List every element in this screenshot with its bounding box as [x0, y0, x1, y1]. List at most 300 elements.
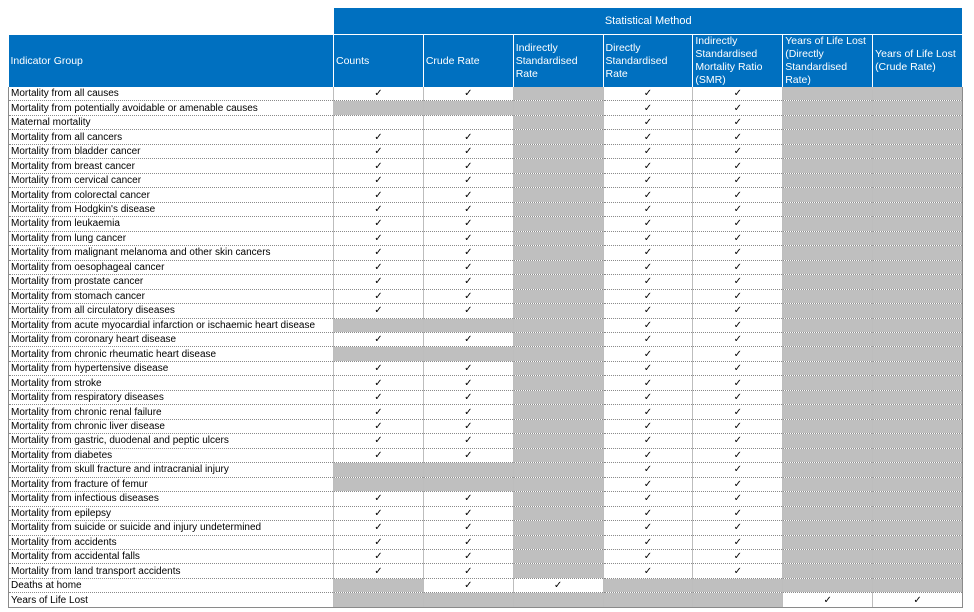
check-icon-directly-standardised-rate: ✓ [603, 260, 693, 274]
check-icon-counts: ✓ [334, 521, 424, 535]
check-icon-counts: ✓ [334, 448, 424, 462]
check-icon-crude-rate: ✓ [423, 405, 513, 419]
check-icon-counts: ✓ [334, 361, 424, 375]
indicator-name: Mortality from breast cancer [9, 159, 334, 173]
check-icon-smr: ✓ [693, 115, 783, 129]
not-applicable-cell-yll-crude [873, 289, 963, 303]
not-applicable-cell-counts [334, 593, 424, 607]
not-applicable-cell-indirectly-standardised-rate [513, 130, 603, 144]
check-icon-crude-rate: ✓ [423, 217, 513, 231]
indicator-name: Mortality from Hodgkin's disease [9, 202, 334, 216]
check-icon-smr: ✓ [693, 188, 783, 202]
table-row [9, 246, 963, 260]
not-applicable-cell-directly-standardised-rate [603, 578, 693, 592]
check-icon-counts: ✓ [334, 376, 424, 390]
not-applicable-cell-yll-crude [873, 390, 963, 404]
not-applicable-cell-yll-dsr [783, 275, 873, 289]
not-applicable-cell-yll-dsr [783, 260, 873, 274]
check-icon-counts: ✓ [334, 159, 424, 173]
not-applicable-cell-crude-rate [423, 477, 513, 491]
not-applicable-cell-yll-dsr [783, 390, 873, 404]
table-row [9, 405, 963, 419]
table-row [9, 87, 963, 101]
check-icon-smr: ✓ [693, 361, 783, 375]
not-applicable-cell-yll-crude [873, 217, 963, 231]
check-icon-directly-standardised-rate: ✓ [603, 390, 693, 404]
indicator-name: Mortality from gastric, duodenal and peptic ulcers [9, 434, 334, 448]
not-applicable-cell-indirectly-standardised-rate [513, 144, 603, 158]
not-applicable-cell-yll-dsr [783, 115, 873, 129]
empty-cell-crude-rate [423, 115, 513, 129]
not-applicable-cell-yll-dsr [783, 87, 873, 101]
not-applicable-cell-yll-dsr [783, 550, 873, 564]
not-applicable-cell-indirectly-standardised-rate [513, 260, 603, 274]
check-icon-crude-rate: ✓ [423, 304, 513, 318]
not-applicable-cell-yll-dsr [783, 332, 873, 346]
not-applicable-cell-yll-crude [873, 318, 963, 332]
not-applicable-cell-yll-dsr [783, 492, 873, 506]
check-icon-crude-rate: ✓ [423, 188, 513, 202]
check-icon-smr: ✓ [693, 217, 783, 231]
not-applicable-cell-yll-crude [873, 564, 963, 578]
not-applicable-cell-indirectly-standardised-rate [513, 434, 603, 448]
indicator-name: Deaths at home [9, 578, 334, 592]
check-icon-counts: ✓ [334, 390, 424, 404]
indicator-name: Mortality from coronary heart disease [9, 332, 334, 346]
not-applicable-cell-indirectly-standardised-rate [513, 231, 603, 245]
check-icon-smr: ✓ [693, 405, 783, 419]
not-applicable-cell-indirectly-standardised-rate [513, 564, 603, 578]
check-icon-directly-standardised-rate: ✓ [603, 87, 693, 101]
not-applicable-cell-yll-crude [873, 260, 963, 274]
check-icon-directly-standardised-rate: ✓ [603, 188, 693, 202]
check-icon-directly-standardised-rate: ✓ [603, 246, 693, 260]
header-columns-row [9, 35, 963, 88]
indicator-name: Mortality from leukaemia [9, 217, 334, 231]
indicator-name: Mortality from chronic renal failure [9, 405, 334, 419]
indicator-name: Mortality from all cancers [9, 130, 334, 144]
table-row [9, 304, 963, 318]
check-icon-counts: ✓ [334, 173, 424, 187]
indicator-name: Mortality from prostate cancer [9, 275, 334, 289]
table-row [9, 376, 963, 390]
not-applicable-cell-yll-dsr [783, 318, 873, 332]
table-row [9, 347, 963, 361]
check-icon-smr: ✓ [693, 492, 783, 506]
table-row [9, 130, 963, 144]
check-icon-directly-standardised-rate: ✓ [603, 361, 693, 375]
indicator-name: Mortality from bladder cancer [9, 144, 334, 158]
indicator-name: Mortality from stroke [9, 376, 334, 390]
table-row [9, 434, 963, 448]
not-applicable-cell-yll-dsr [783, 521, 873, 535]
table-row [9, 535, 963, 549]
indicator-name: Mortality from chronic rheumatic heart disease [9, 347, 334, 361]
indicator-name: Mortality from all circulatory diseases [9, 304, 334, 318]
check-icon-counts: ✓ [334, 492, 424, 506]
check-icon-directly-standardised-rate: ✓ [603, 332, 693, 346]
not-applicable-cell-crude-rate [423, 593, 513, 607]
check-icon-directly-standardised-rate: ✓ [603, 275, 693, 289]
not-applicable-cell-yll-crude [873, 332, 963, 346]
check-icon-crude-rate: ✓ [423, 332, 513, 346]
check-icon-counts: ✓ [334, 260, 424, 274]
check-icon-crude-rate: ✓ [423, 289, 513, 303]
check-icon-directly-standardised-rate: ✓ [603, 492, 693, 506]
not-applicable-cell-yll-dsr [783, 506, 873, 520]
indicator-name: Mortality from all causes [9, 87, 334, 101]
not-applicable-cell-indirectly-standardised-rate [513, 188, 603, 202]
not-applicable-cell-indirectly-standardised-rate [513, 217, 603, 231]
check-icon-directly-standardised-rate: ✓ [603, 173, 693, 187]
check-icon-crude-rate: ✓ [423, 275, 513, 289]
check-icon-directly-standardised-rate: ✓ [603, 535, 693, 549]
indicator-name: Mortality from hypertensive disease [9, 361, 334, 375]
indicator-name: Mortality from infectious diseases [9, 492, 334, 506]
check-icon-crude-rate: ✓ [423, 390, 513, 404]
not-applicable-cell-yll-crude [873, 202, 963, 216]
check-icon-smr: ✓ [693, 332, 783, 346]
not-applicable-cell-yll-crude [873, 376, 963, 390]
check-icon-counts: ✓ [334, 550, 424, 564]
indicator-name: Years of Life Lost [9, 593, 334, 607]
statistical-method-header: Statistical Method [334, 8, 963, 35]
indicator-name: Mortality from malignant melanoma and other skin cancers [9, 246, 334, 260]
not-applicable-cell-yll-dsr [783, 202, 873, 216]
check-icon-counts: ✓ [334, 275, 424, 289]
check-icon-counts: ✓ [334, 144, 424, 158]
not-applicable-cell-yll-crude [873, 347, 963, 361]
not-applicable-cell-indirectly-standardised-rate [513, 173, 603, 187]
check-icon-smr: ✓ [693, 246, 783, 260]
indicator-name: Maternal mortality [9, 115, 334, 129]
not-applicable-cell-yll-crude [873, 361, 963, 375]
not-applicable-cell-indirectly-standardised-rate [513, 361, 603, 375]
check-icon-smr: ✓ [693, 275, 783, 289]
not-applicable-cell-yll-dsr [783, 188, 873, 202]
check-icon-smr: ✓ [693, 87, 783, 101]
table-row [9, 521, 963, 535]
not-applicable-cell-indirectly-standardised-rate [513, 289, 603, 303]
check-icon-smr: ✓ [693, 564, 783, 578]
check-icon-crude-rate: ✓ [423, 564, 513, 578]
check-icon-directly-standardised-rate: ✓ [603, 477, 693, 491]
check-icon-smr: ✓ [693, 202, 783, 216]
not-applicable-cell-indirectly-standardised-rate [513, 101, 603, 115]
not-applicable-cell-directly-standardised-rate [603, 593, 693, 607]
check-icon-directly-standardised-rate: ✓ [603, 304, 693, 318]
check-icon-smr: ✓ [693, 304, 783, 318]
check-icon-counts: ✓ [334, 419, 424, 433]
check-icon-crude-rate: ✓ [423, 260, 513, 274]
check-icon-smr: ✓ [693, 347, 783, 361]
check-icon-directly-standardised-rate: ✓ [603, 144, 693, 158]
indicator-name: Mortality from potentially avoidable or amenable causes [9, 101, 334, 115]
indicator-name: Mortality from cervical cancer [9, 173, 334, 187]
table-row [9, 159, 963, 173]
check-icon-crude-rate: ✓ [423, 231, 513, 245]
column-header-crude-rate: Crude Rate [423, 35, 513, 88]
not-applicable-cell-yll-crude [873, 506, 963, 520]
header-group-row [9, 8, 963, 35]
check-icon-crude-rate: ✓ [423, 434, 513, 448]
not-applicable-cell-yll-dsr [783, 405, 873, 419]
indicator-name: Mortality from suicide or suicide and injury undetermined [9, 521, 334, 535]
not-applicable-cell-counts [334, 463, 424, 477]
check-icon-directly-standardised-rate: ✓ [603, 463, 693, 477]
check-icon-directly-standardised-rate: ✓ [603, 130, 693, 144]
not-applicable-cell-indirectly-standardised-rate [513, 506, 603, 520]
indicator-name: Mortality from diabetes [9, 448, 334, 462]
not-applicable-cell-yll-dsr [783, 419, 873, 433]
check-icon-smr: ✓ [693, 159, 783, 173]
not-applicable-cell-yll-crude [873, 419, 963, 433]
check-icon-smr: ✓ [693, 550, 783, 564]
not-applicable-cell-counts [334, 347, 424, 361]
check-icon-crude-rate: ✓ [423, 87, 513, 101]
table-row [9, 217, 963, 231]
not-applicable-cell-yll-dsr [783, 463, 873, 477]
indicator-name: Mortality from lung cancer [9, 231, 334, 245]
check-icon-smr: ✓ [693, 434, 783, 448]
check-icon-smr: ✓ [693, 101, 783, 115]
not-applicable-cell-yll-dsr [783, 564, 873, 578]
not-applicable-cell-yll-crude [873, 188, 963, 202]
check-icon-directly-standardised-rate: ✓ [603, 376, 693, 390]
check-icon-crude-rate: ✓ [423, 578, 513, 592]
check-icon-smr: ✓ [693, 521, 783, 535]
check-icon-crude-rate: ✓ [423, 535, 513, 549]
check-icon-counts: ✓ [334, 332, 424, 346]
not-applicable-cell-indirectly-standardised-rate [513, 275, 603, 289]
not-applicable-cell-indirectly-standardised-rate [513, 492, 603, 506]
table-row [9, 231, 963, 245]
check-icon-directly-standardised-rate: ✓ [603, 506, 693, 520]
not-applicable-cell-indirectly-standardised-rate [513, 246, 603, 260]
check-icon-directly-standardised-rate: ✓ [603, 550, 693, 564]
not-applicable-cell-counts [334, 477, 424, 491]
table-row [9, 101, 963, 115]
not-applicable-cell-yll-dsr [783, 347, 873, 361]
check-icon-smr: ✓ [693, 390, 783, 404]
not-applicable-cell-yll-dsr [783, 217, 873, 231]
not-applicable-cell-indirectly-standardised-rate [513, 419, 603, 433]
table-row [9, 477, 963, 491]
indicator-name: Mortality from respiratory diseases [9, 390, 334, 404]
table-row [9, 448, 963, 462]
check-icon-counts: ✓ [334, 87, 424, 101]
check-icon-smr: ✓ [693, 376, 783, 390]
not-applicable-cell-indirectly-standardised-rate [513, 550, 603, 564]
not-applicable-cell-yll-crude [873, 434, 963, 448]
not-applicable-cell-indirectly-standardised-rate [513, 405, 603, 419]
not-applicable-cell-smr [693, 593, 783, 607]
check-icon-counts: ✓ [334, 535, 424, 549]
check-icon-directly-standardised-rate: ✓ [603, 521, 693, 535]
not-applicable-cell-yll-crude [873, 304, 963, 318]
indicator-name: Mortality from fracture of femur [9, 477, 334, 491]
not-applicable-cell-indirectly-standardised-rate [513, 477, 603, 491]
indicator-name: Mortality from acute myocardial infarction or ischaemic heart disease [9, 318, 334, 332]
empty-cell-counts [334, 115, 424, 129]
check-icon-directly-standardised-rate: ✓ [603, 419, 693, 433]
check-icon-directly-standardised-rate: ✓ [603, 564, 693, 578]
check-icon-crude-rate: ✓ [423, 506, 513, 520]
not-applicable-cell-yll-dsr [783, 477, 873, 491]
not-applicable-cell-indirectly-standardised-rate [513, 115, 603, 129]
not-applicable-cell-yll-crude [873, 159, 963, 173]
table-row [9, 289, 963, 303]
check-icon-smr: ✓ [693, 463, 783, 477]
not-applicable-cell-yll-dsr [783, 376, 873, 390]
not-applicable-cell-yll-dsr [783, 304, 873, 318]
check-icon-smr: ✓ [693, 173, 783, 187]
check-icon-crude-rate: ✓ [423, 130, 513, 144]
not-applicable-cell-crude-rate [423, 318, 513, 332]
column-header-indirectly-standardised-rate: Indirectly Standardised Rate [513, 35, 603, 88]
check-icon-directly-standardised-rate: ✓ [603, 202, 693, 216]
check-icon-counts: ✓ [334, 434, 424, 448]
method-table-container [8, 8, 963, 608]
check-icon-crude-rate: ✓ [423, 159, 513, 173]
indicator-name: Mortality from colorectal cancer [9, 188, 334, 202]
indicator-name: Mortality from accidents [9, 535, 334, 549]
not-applicable-cell-indirectly-standardised-rate [513, 347, 603, 361]
not-applicable-cell-indirectly-standardised-rate [513, 535, 603, 549]
indicator-name: Mortality from accidental falls [9, 550, 334, 564]
check-icon-crude-rate: ✓ [423, 448, 513, 462]
not-applicable-cell-smr [693, 578, 783, 592]
not-applicable-cell-yll-dsr [783, 173, 873, 187]
not-applicable-cell-indirectly-standardised-rate [513, 593, 603, 607]
table-row [9, 144, 963, 158]
not-applicable-cell-indirectly-standardised-rate [513, 202, 603, 216]
check-icon-crude-rate: ✓ [423, 376, 513, 390]
check-icon-yll-crude: ✓ [873, 593, 963, 607]
statistical-method-table [8, 8, 963, 608]
check-icon-counts: ✓ [334, 130, 424, 144]
not-applicable-cell-yll-crude [873, 115, 963, 129]
not-applicable-cell-yll-crude [873, 101, 963, 115]
not-applicable-cell-yll-dsr [783, 231, 873, 245]
not-applicable-cell-indirectly-standardised-rate [513, 521, 603, 535]
not-applicable-cell-counts [334, 101, 424, 115]
check-icon-counts: ✓ [334, 231, 424, 245]
indicator-rows [9, 87, 963, 607]
table-row [9, 419, 963, 433]
not-applicable-cell-yll-dsr [783, 101, 873, 115]
check-icon-smr: ✓ [693, 318, 783, 332]
not-applicable-cell-yll-dsr [783, 144, 873, 158]
not-applicable-cell-indirectly-standardised-rate [513, 87, 603, 101]
not-applicable-cell-yll-crude [873, 246, 963, 260]
table-row [9, 463, 963, 477]
check-icon-smr: ✓ [693, 506, 783, 520]
indicator-name: Mortality from oesophageal cancer [9, 260, 334, 274]
not-applicable-cell-indirectly-standardised-rate [513, 463, 603, 477]
not-applicable-cell-counts [334, 318, 424, 332]
not-applicable-cell-yll-crude [873, 477, 963, 491]
table-row [9, 564, 963, 578]
not-applicable-cell-yll-dsr [783, 535, 873, 549]
indicator-name: Mortality from epilepsy [9, 506, 334, 520]
check-icon-smr: ✓ [693, 535, 783, 549]
not-applicable-cell-counts [334, 578, 424, 592]
check-icon-directly-standardised-rate: ✓ [603, 101, 693, 115]
check-icon-directly-standardised-rate: ✓ [603, 217, 693, 231]
table-row [9, 578, 963, 592]
not-applicable-cell-indirectly-standardised-rate [513, 304, 603, 318]
check-icon-counts: ✓ [334, 246, 424, 260]
column-header-smr: Indirectly Standardised Mortality Ratio (SMR) [693, 35, 783, 88]
not-applicable-cell-yll-crude [873, 405, 963, 419]
check-icon-directly-standardised-rate: ✓ [603, 434, 693, 448]
check-icon-counts: ✓ [334, 202, 424, 216]
table-row [9, 506, 963, 520]
check-icon-counts: ✓ [334, 217, 424, 231]
not-applicable-cell-crude-rate [423, 463, 513, 477]
indicator-name: Mortality from skull fracture and intracranial injury [9, 463, 334, 477]
check-icon-counts: ✓ [334, 289, 424, 303]
not-applicable-cell-yll-dsr [783, 448, 873, 462]
not-applicable-cell-yll-crude [873, 275, 963, 289]
not-applicable-cell-yll-dsr [783, 289, 873, 303]
not-applicable-cell-indirectly-standardised-rate [513, 448, 603, 462]
check-icon-directly-standardised-rate: ✓ [603, 231, 693, 245]
check-icon-directly-standardised-rate: ✓ [603, 289, 693, 303]
not-applicable-cell-yll-dsr [783, 246, 873, 260]
not-applicable-cell-yll-crude [873, 578, 963, 592]
check-icon-crude-rate: ✓ [423, 173, 513, 187]
not-applicable-cell-yll-crude [873, 492, 963, 506]
not-applicable-cell-crude-rate [423, 347, 513, 361]
indicator-name: Mortality from stomach cancer [9, 289, 334, 303]
table-row [9, 550, 963, 564]
table-row [9, 390, 963, 404]
not-applicable-cell-crude-rate [423, 101, 513, 115]
indicator-name: Mortality from land transport accidents [9, 564, 334, 578]
check-icon-directly-standardised-rate: ✓ [603, 159, 693, 173]
not-applicable-cell-yll-crude [873, 550, 963, 564]
not-applicable-cell-yll-dsr [783, 159, 873, 173]
check-icon-smr: ✓ [693, 448, 783, 462]
check-icon-indirectly-standardised-rate: ✓ [513, 578, 603, 592]
not-applicable-cell-yll-dsr [783, 578, 873, 592]
not-applicable-cell-yll-crude [873, 231, 963, 245]
not-applicable-cell-yll-crude [873, 173, 963, 187]
check-icon-directly-standardised-rate: ✓ [603, 115, 693, 129]
indicator-group-header: Indicator Group [9, 35, 334, 88]
check-icon-crude-rate: ✓ [423, 144, 513, 158]
check-icon-smr: ✓ [693, 231, 783, 245]
column-header-yll-crude: Years of Life Lost (Crude Rate) [873, 35, 963, 88]
not-applicable-cell-yll-crude [873, 463, 963, 477]
check-icon-smr: ✓ [693, 260, 783, 274]
check-icon-crude-rate: ✓ [423, 202, 513, 216]
check-icon-smr: ✓ [693, 130, 783, 144]
check-icon-crude-rate: ✓ [423, 492, 513, 506]
not-applicable-cell-yll-crude [873, 130, 963, 144]
check-icon-directly-standardised-rate: ✓ [603, 405, 693, 419]
not-applicable-cell-yll-dsr [783, 434, 873, 448]
check-icon-directly-standardised-rate: ✓ [603, 318, 693, 332]
check-icon-smr: ✓ [693, 289, 783, 303]
check-icon-crude-rate: ✓ [423, 361, 513, 375]
header-blank-cell [9, 8, 334, 35]
table-row [9, 173, 963, 187]
column-header-directly-standardised-rate: Directly Standardised Rate [603, 35, 693, 88]
not-applicable-cell-yll-dsr [783, 361, 873, 375]
